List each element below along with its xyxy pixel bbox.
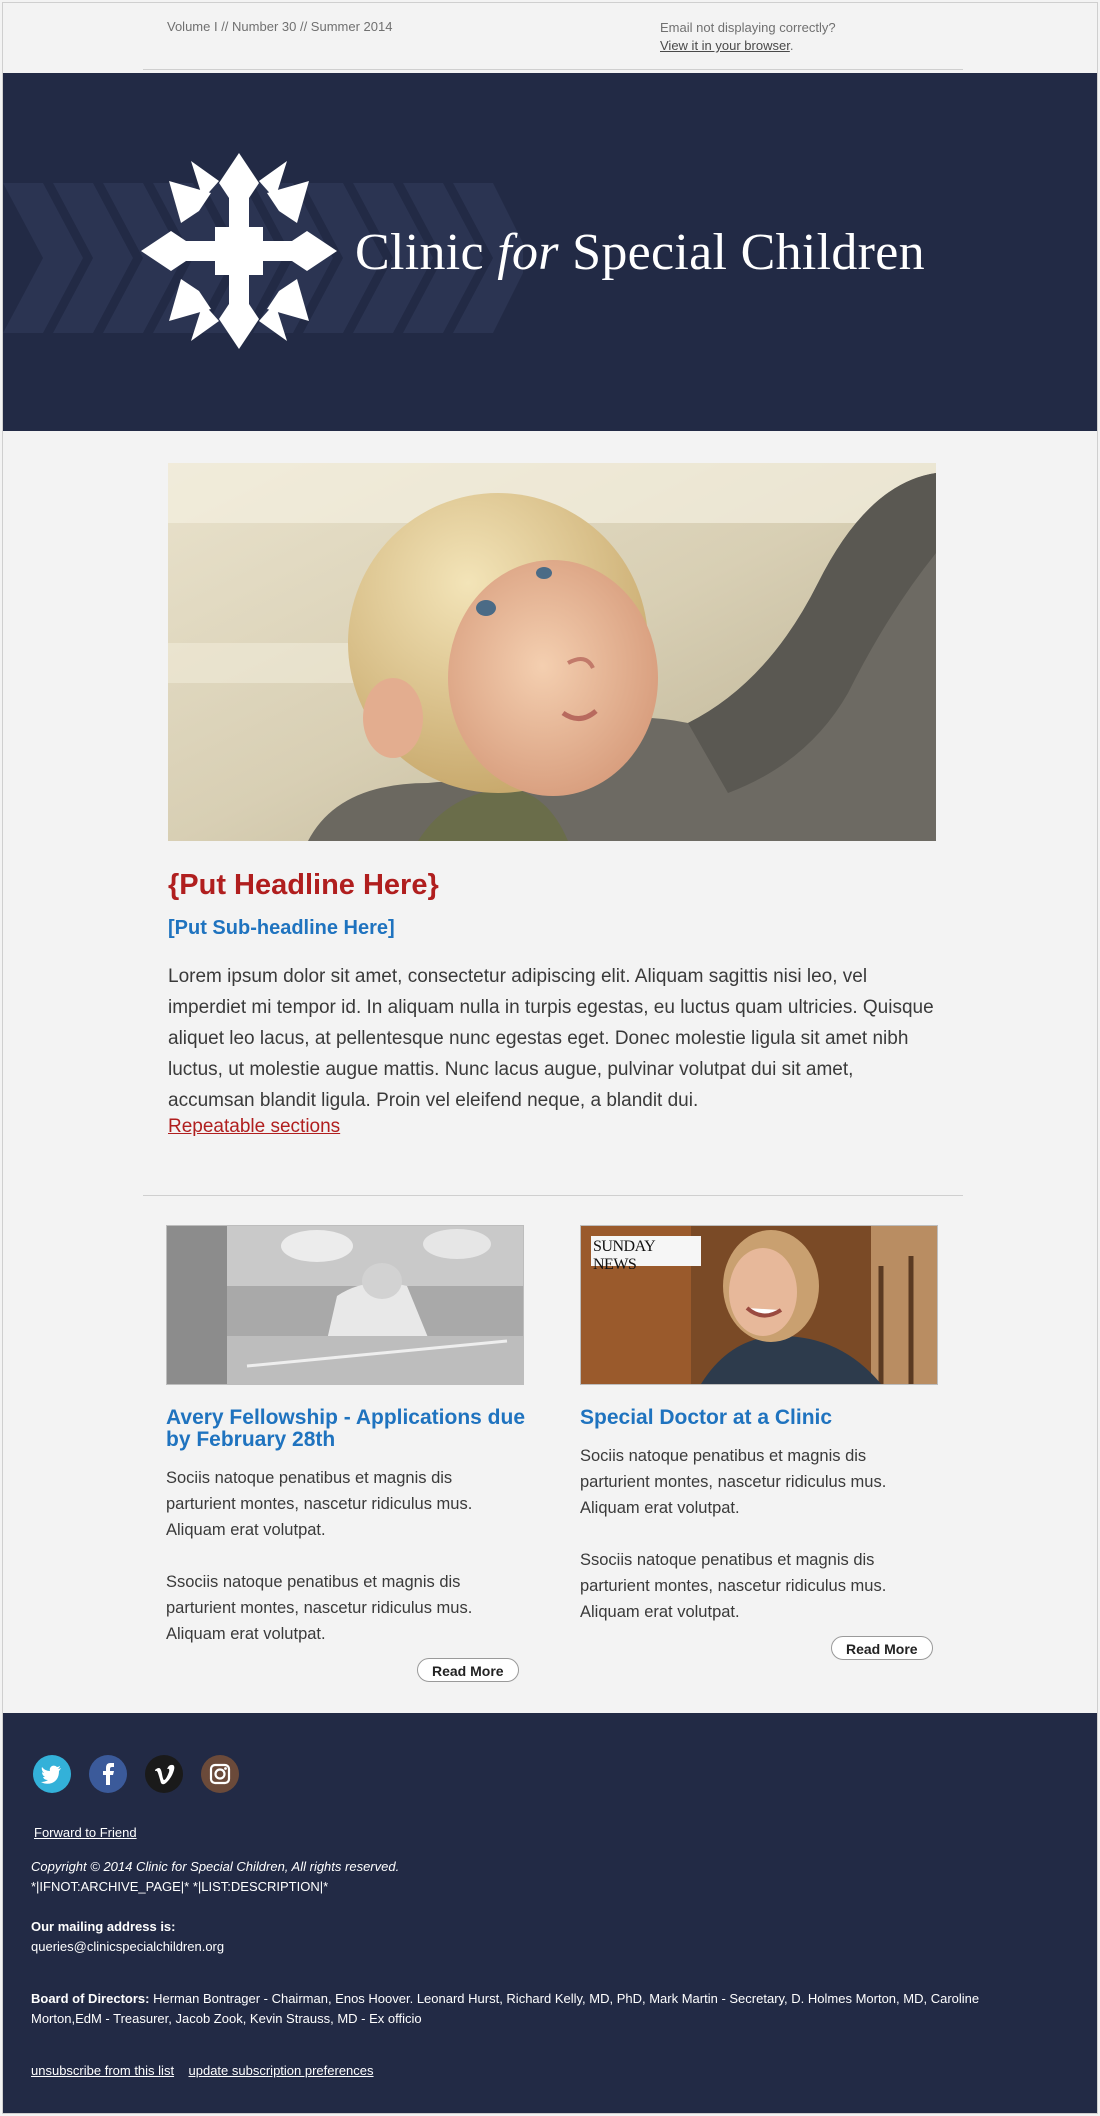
email-notice-text: Email not displaying correctly? (660, 20, 836, 35)
view-in-browser-link[interactable]: View it in your browser (660, 38, 790, 53)
repeatable-sections-link[interactable]: Repeatable sections (168, 1116, 341, 1137)
instagram-icon[interactable] (201, 1755, 239, 1793)
forward-to-friend-link[interactable]: Forward to Friend (34, 1825, 137, 1840)
fellowship-title: Avery Fellowship - Applications due by February 28th (166, 1406, 525, 1451)
main-headline: {Put Headline Here} (168, 869, 439, 901)
special-doctor-paragraph-1: Sociis natoque penatibus et magnis dis parturient montes, nascetur ridiculus mus. Aliquam erat volutpat. (580, 1447, 887, 1517)
clinic-brand-name (355, 223, 925, 282)
issue-info: Volume I // Number 30 // Summer 2014 (167, 19, 393, 34)
notice-period: . (789, 38, 794, 53)
mailing-address: queries@clinicspecialchildren.org (31, 1939, 225, 1954)
clinic-logo-icon (141, 153, 337, 349)
article-fellowship (166, 1225, 526, 1679)
main-subheadline: [Put Sub-headline Here] (168, 917, 395, 939)
facebook-icon[interactable] (89, 1755, 127, 1793)
special-doctor-title: Special Doctor at a Clinic (580, 1406, 833, 1429)
board-members: Herman Bontrager - Chairman, Enos Hoover. Leonard Hurst, Richard Kelly, MD, PhD, Mark Martin - Secretary, D. Holmes Morton, MD, Caroline Morton,EdM - Treasurer, Jacob Zook, Kevin Strauss, MD - Ex officio (31, 1991, 980, 2026)
header-banner (3, 73, 1097, 431)
brand-for: for (497, 224, 559, 281)
section-divider (143, 1195, 963, 1196)
footer (3, 1713, 1097, 2113)
preheader (3, 3, 1097, 71)
board-label: Board of Directors: (31, 1991, 150, 2006)
article-special-doctor (580, 1225, 940, 1657)
sunday-news-caption: SUNDAY NEWS (593, 1238, 655, 1273)
browser-notice (660, 19, 836, 55)
copyright-text: Copyright © 2014 Clinic for Special Children, All rights reserved. (31, 1859, 400, 1874)
preheader-divider (143, 69, 963, 70)
brand-clinic: Clinic (355, 224, 484, 281)
fellowship-paragraph-2: Ssociis natoque penatibus et magnis dis parturient montes, nascetur ridiculus mus. Aliquam erat volutpat. (166, 1573, 473, 1643)
unsubscribe-link[interactable]: unsubscribe from this list (31, 2063, 175, 2078)
special-doctor-read-more-button[interactable]: Read More (831, 1636, 933, 1660)
fellowship-image (166, 1225, 524, 1385)
main-body-text: Lorem ipsum dolor sit amet, consectetur adipiscing elit. Aliquam sagittis nisi leo, vel imperdiet mi tempor id. In aliquam nulla in turpis egestas, eu luctus quam ultricies. Quisque aliquet leo lacus, at pellentesque nunc egestas eget. Donec molestie ligula sit amet nibh luctus, ut molestie augue mattis. Nunc lacus augue, pulvinar volutpat dui sit amet, accumsan blandit ligula. Proin vel eleifend neque, a blandit dui. (168, 966, 934, 1111)
vimeo-icon[interactable] (145, 1755, 183, 1793)
fellowship-read-more-button[interactable]: Read More (417, 1658, 519, 1682)
email-frame (2, 2, 1098, 2114)
twitter-icon[interactable] (33, 1755, 71, 1793)
board-of-directors (31, 1989, 1041, 2029)
merge-tags-text: *|IFNOT:ARCHIVE_PAGE|* *|LIST:DESCRIPTION|* (31, 1879, 329, 1894)
subscription-links (31, 2063, 374, 2078)
special-doctor-paragraph-2: Ssociis natoque penatibus et magnis dis parturient montes, nascetur ridiculus mus. Aliquam erat volutpat. (580, 1551, 887, 1621)
hero-image (168, 463, 936, 841)
fellowship-paragraph-1: Sociis natoque penatibus et magnis dis parturient montes, nascetur ridiculus mus. Aliquam erat volutpat. (166, 1469, 473, 1539)
brand-special-children: Special Children (572, 224, 925, 281)
mailing-address-label: Our mailing address is: (31, 1919, 176, 1934)
special-doctor-image (580, 1225, 938, 1385)
update-preferences-link[interactable]: update subscription preferences (188, 2063, 374, 2078)
